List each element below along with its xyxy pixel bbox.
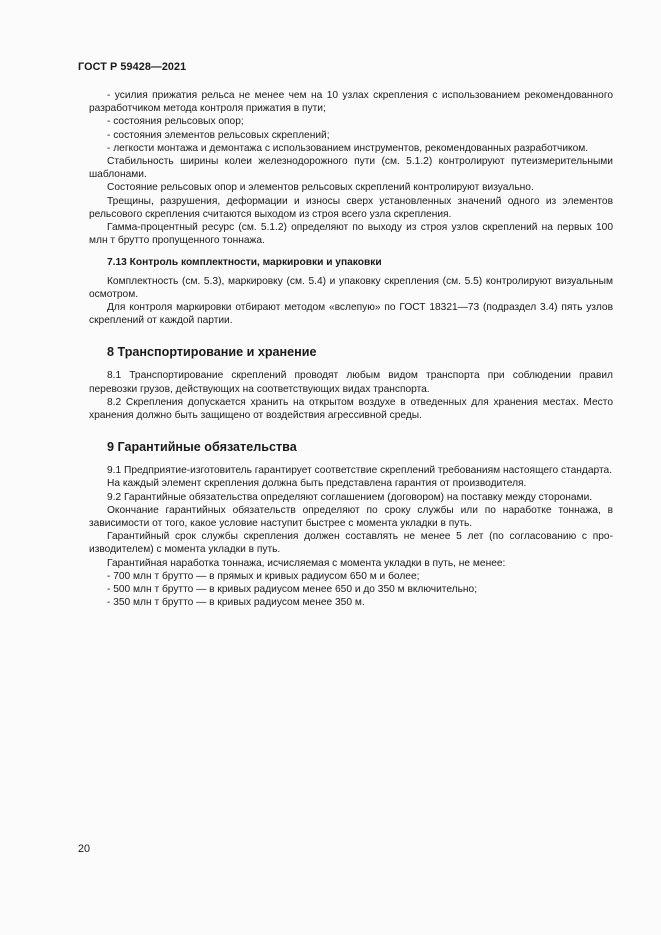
document-header: ГОСТ Р 59428—2021: [78, 61, 187, 73]
list-item: - 700 млн т брутто — в прямых и кривых радиусом 650 м и более;: [107, 570, 420, 582]
paragraph: Окончание гарантийных обязательств определяют по сроку службы или по наработке тоннажа, в зависимости от того, какое условие наступит быстрее с момента укладки в путь.: [89, 504, 613, 530]
list-item: - состояния рельсовых опор;: [107, 116, 244, 128]
paragraph: Гарантийная наработка тоннажа, исчисляемая с момента укладки в путь, не менее:: [107, 557, 506, 569]
section-heading: 8 Транспортирование и хранение: [107, 345, 317, 360]
paragraph: На каждый элемент скрепления должна быть представлена гарантия от производителя.: [107, 478, 527, 490]
list-item: - 500 млн т брутто — в кривых радиусом менее 650 и до 350 м включительно;: [107, 584, 478, 596]
list-item: - 350 млн т брутто — в кривых радиусом менее 350 м.: [107, 597, 365, 609]
paragraph: Состояние рельсовых опор и элементов рельсовых скреплений контролируют визуально.: [107, 182, 534, 194]
list-item: - легкости монтажа и демонтажа с использованием инструментов, рекомендованных разработчиком.: [107, 142, 589, 154]
section-heading: 9 Гарантийные обязательства: [107, 440, 297, 455]
paragraph: Для контроля маркировки отбирают методом «вслепую» по ГОСТ 18321—73 (подраздел 3.4) пять узлов скреплений от каждой партии.: [89, 302, 613, 327]
paragraph: 9.1 Предприятие-изготовитель гарантирует соответствие скреплений требованиям настоящего стандарта.: [107, 465, 613, 477]
list-item: - состояния элементов рельсовых скреплений;: [107, 129, 330, 141]
subsection-heading: 7.13 Контроль комплектности, маркировки и упаковки: [107, 257, 382, 269]
paragraph: Комплектность (см. 5.3), маркировку (см. 5.4) и упаковку скрепления (см. 5.5) контролируют визуальным осмотром.: [89, 275, 613, 300]
paragraph: - усилия прижатия рельса не менее чем на 10 узлах скрепления с использованием рекомендованного разработчиком метода контроля прижатия в пути;: [89, 90, 613, 115]
paragraph: 8.2 Скрепления допускается хранить на открытом воздухе в отведенных для хранения местах. Место хранения должно быть защищено от воздействия агрессивной среды.: [89, 396, 613, 422]
paragraph: Стабильность ширины колеи железнодорожного пути (см. 5.1.2) контролируют путеизмерительными шаблонами.: [89, 156, 613, 181]
paragraph: 8.1 Транспортирование скреплений проводят любым видом транспорта при соблюдении правил перевозки грузов, действующих на соответствующих видах транспорта.: [89, 370, 613, 395]
paragraph: 9.2 Гарантийные обязательства определяют соглашением (договором) на поставку между сторонами.: [107, 491, 593, 503]
paragraph: Гамма-процентный ресурс (см. 5.1.2) определяют по выходу из строя узлов скреплений на первых 100 млн т брутто пропущенного тоннажа.: [89, 222, 613, 247]
page-number: 20: [78, 843, 91, 855]
paragraph: Трещины, разрушения, деформации и износы сверх установленных значений одного из элементов рельсового скрепления считаются выходом из строя всего узла скрепления.: [89, 195, 613, 220]
paragraph: Гарантийный срок службы скрепления должен составлять не менее 5 лет (по согласованию с производителем) с момента укладки в путь.: [89, 531, 613, 556]
document-body: [89, 89, 613, 610]
